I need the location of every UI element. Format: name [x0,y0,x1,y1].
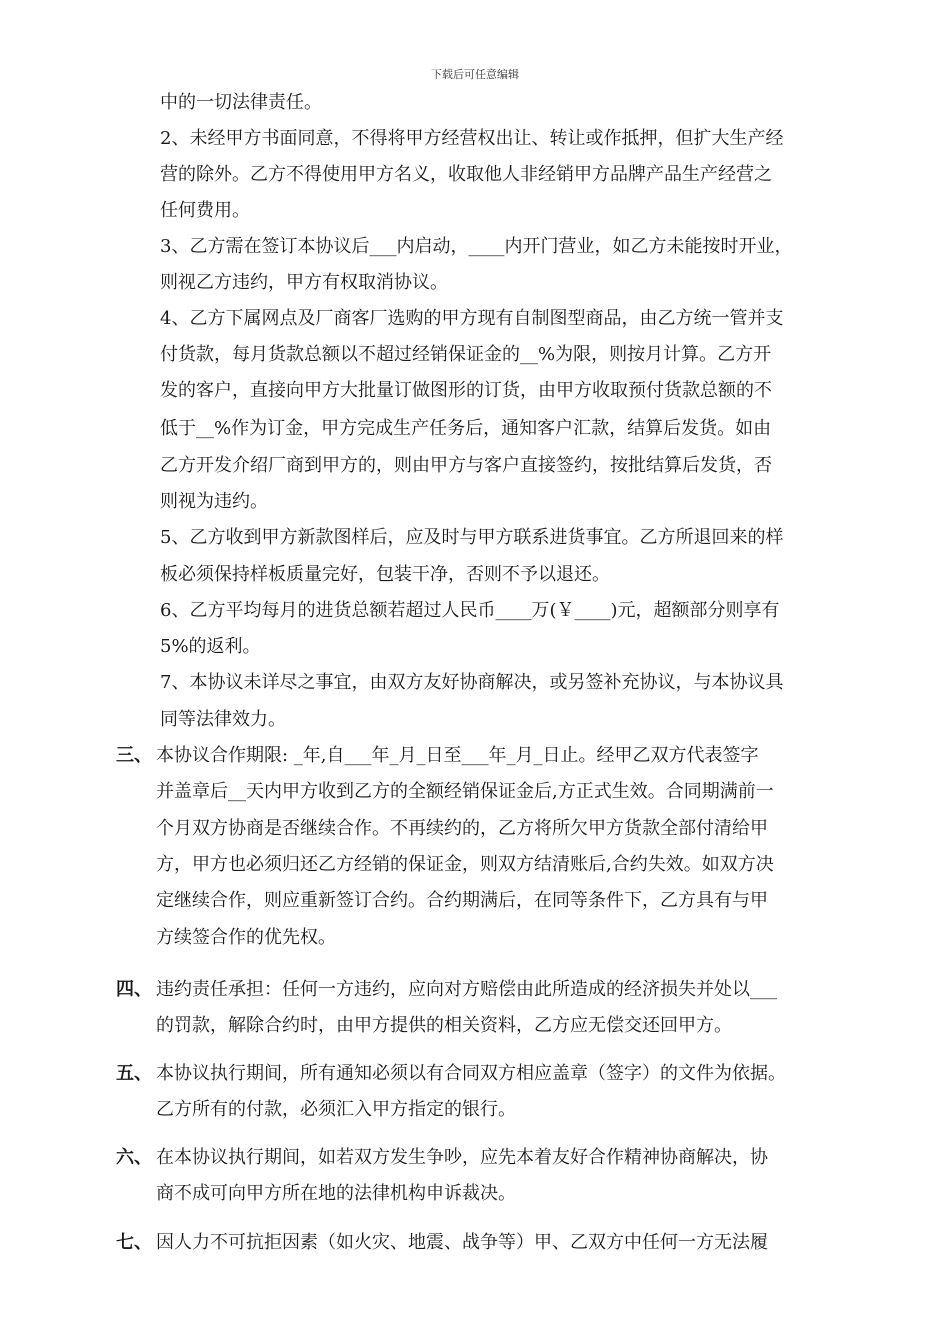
body-line: 方续签合作的优先权。 [156,927,336,948]
body-line: 个月双方协商是否继续合作。不再续约的，乙方将所欠甲方货款全部付清给甲 [156,818,768,839]
body-line: 5、乙方收到甲方新款图样后，应及时与甲方联系进货事宜。乙方所退回来的样 [160,527,784,548]
body-line: 本协议执行期间，所有通知必须以有合同双方相应盖章（签字）的文件为依据。 [156,1063,786,1084]
body-line: 违约责任承担：任何一方违约，应向对方赔偿由此所造成的经济损失并处以___ [156,979,777,1000]
body-line: 付货款，每月货款总额以不超过经销保证金的__%为限，则按月计算。乙方开 [160,344,772,365]
body-line: 在本协议执行期间，如若双方发生争吵，应先本着友好合作精神协商解决，协 [156,1147,768,1168]
body-line: 5%的返利。 [160,636,261,657]
section-label: 七、 [116,1232,152,1253]
body-line: 7、本协议未详尽之事宜，由双方友好协商解决，或另签补充协议，与本协议具 [160,672,784,693]
section-label: 六、 [116,1147,152,1168]
body-line: 2、未经甲方书面同意，不得将甲方经营权出让、转让或作抵押，但扩大生产经 [160,128,784,149]
body-line: 商不成可向甲方所在地的法律机构申诉裁决。 [156,1183,516,1204]
body-line: 方，甲方也必须归还乙方经销的保证金，则双方结清账后,合约失效。如双方决 [156,854,774,875]
page-header: 下载后可任意编辑 [431,68,519,81]
section-label: 五、 [116,1063,152,1084]
body-line: 低于__%作为订金，甲方完成生产任务后，通知客户汇款，结算后发货。如由 [160,418,772,439]
body-line: 则视乙方违约，甲方有权取消协议。 [160,272,448,293]
body-line: 营的除外。乙方不得使用甲方名义，收取他人非经销甲方品牌产品生产经营之 [160,164,772,185]
body-line: 3、乙方需在签订本协议后___内启动，____内开门营业，如乙方未能按时开业， [160,236,793,257]
body-line: 定继续合作，则应重新签订合约。合约期满后，在同等条件下，乙方具有与甲 [156,890,768,911]
body-line: 并盖章后__天内甲方收到乙方的全额经销保证金后,方正式生效。合同期满前一 [156,781,774,802]
body-line: 因人力不可抗拒因素（如火灾、地震、战争等）甲、乙双方中任何一方无法履 [156,1232,768,1253]
body-line: 的罚款，解除合约时，由甲方提供的相关资料，乙方应无偿交还回甲方。 [156,1015,732,1036]
body-line: 则视为违约。 [160,491,268,512]
body-line: 板必须保持样板质量完好，包装干净，否则不予以退还。 [160,564,610,585]
body-line: 同等法律效力。 [160,709,286,730]
body-line: 发的客户，直接向甲方大批量订做图形的订货，由甲方收取预付货款总额的不 [160,380,772,401]
section-label: 四、 [116,979,152,1000]
section-label: 三、 [116,745,152,766]
body-line: 乙方开发介绍厂商到甲方的，则由甲方与客户直接签约，按批结算后发货，否 [160,455,772,476]
body-line: 本协议合作期限: _年,自___年_月_日至___年_月_日止。经甲乙双方代表签字 [156,745,759,766]
body-line: 6、乙方平均每月的进货总额若超过人民币____万(￥____)元，超额部分则享有 [160,600,780,621]
body-line: 乙方所有的付款，必须汇入甲方指定的银行。 [156,1099,516,1120]
body-line: 中的一切法律责任。 [160,92,322,113]
body-line: 4、乙方下属网点及厂商客厂选购的甲方现有自制图型商品，由乙方统一管并支 [160,308,784,329]
body-line: 任何费用。 [160,200,250,221]
